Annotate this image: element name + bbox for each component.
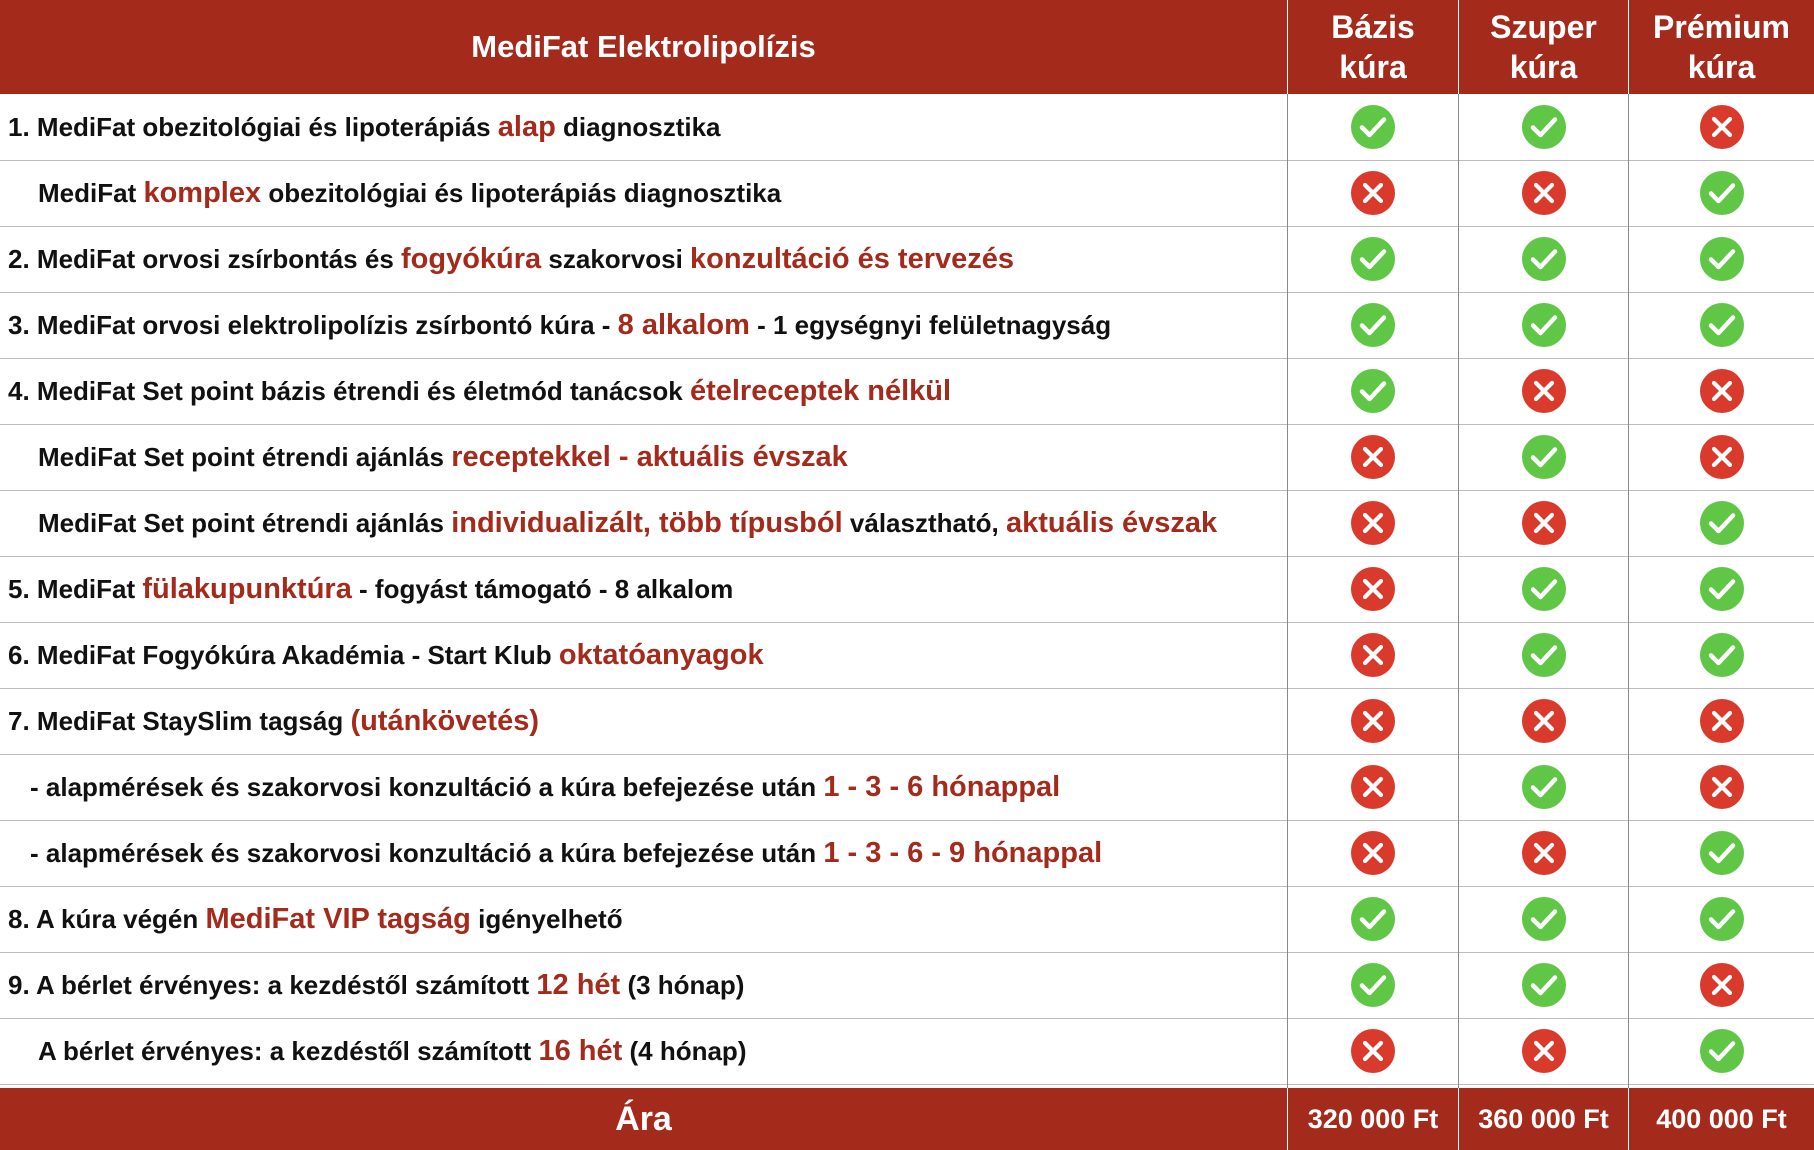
status-cell xyxy=(1459,358,1628,424)
status-cell xyxy=(1288,160,1458,226)
label-text: MediFat xyxy=(38,177,144,208)
row-label xyxy=(38,424,848,490)
label-text: választható, xyxy=(842,507,1006,538)
check-icon xyxy=(1699,170,1745,216)
highlighted-text: 1 - 3 - 6 hónappal xyxy=(823,770,1061,803)
check-icon xyxy=(1699,236,1745,282)
label-text: obezitológiai és lipoterápiás diagnosztika xyxy=(261,177,782,208)
header-divider xyxy=(1287,0,1288,94)
status-cell xyxy=(1629,490,1814,556)
label-text: 6. MediFat Fogyókúra Akadémia - Start Klub xyxy=(8,639,559,670)
check-icon xyxy=(1350,104,1396,150)
highlighted-text: alap xyxy=(497,110,556,143)
price-premium: 400 000 Ft xyxy=(1629,1088,1814,1150)
cross-icon xyxy=(1350,1028,1396,1074)
column-header-premium xyxy=(1629,0,1814,94)
row-label xyxy=(30,754,1060,820)
label-text: igényelhető xyxy=(470,903,623,934)
table-row xyxy=(0,160,1814,227)
status-cell xyxy=(1288,952,1458,1018)
cross-icon xyxy=(1350,170,1396,216)
cross-icon xyxy=(1350,830,1396,876)
check-icon xyxy=(1521,302,1567,348)
check-icon xyxy=(1699,896,1745,942)
status-cell xyxy=(1629,556,1814,622)
cross-icon xyxy=(1699,368,1745,414)
status-cell xyxy=(1629,886,1814,952)
status-cell xyxy=(1629,1018,1814,1084)
check-icon xyxy=(1350,236,1396,282)
status-cell xyxy=(1629,424,1814,490)
check-icon xyxy=(1521,566,1567,612)
label-text: 8. A kúra végén xyxy=(8,903,206,934)
column-header-line1: Bázis xyxy=(1331,9,1415,45)
table-row xyxy=(0,358,1814,425)
table-row xyxy=(0,952,1814,1019)
status-cell xyxy=(1459,754,1628,820)
status-cell xyxy=(1629,226,1814,292)
status-cell xyxy=(1288,754,1458,820)
footer-divider xyxy=(1287,1088,1288,1150)
highlighted-text: 1 - 3 - 6 - 9 hónappal xyxy=(823,836,1103,869)
status-cell xyxy=(1459,952,1628,1018)
label-text: 3. MediFat orvosi elektrolipolízis zsírbontó kúra - xyxy=(8,309,618,340)
label-text: - fogyást támogató - 8 alkalom xyxy=(351,573,734,604)
status-cell xyxy=(1288,490,1458,556)
highlighted-text: fülakupunktúra xyxy=(142,572,352,605)
highlighted-text: konzultáció és tervezés xyxy=(690,242,1015,275)
highlighted-text: oktatóanyagok xyxy=(558,638,764,671)
check-icon xyxy=(1699,632,1745,678)
status-cell xyxy=(1629,688,1814,754)
table-row xyxy=(0,94,1814,161)
check-icon xyxy=(1699,566,1745,612)
check-icon xyxy=(1521,764,1567,810)
column-header-szuper xyxy=(1459,0,1628,94)
status-cell xyxy=(1288,94,1458,160)
highlighted-text: MediFat VIP tagság xyxy=(205,902,471,935)
column-header-line1: Szuper xyxy=(1490,9,1597,45)
cross-icon xyxy=(1699,434,1745,480)
cross-icon xyxy=(1699,962,1745,1008)
cross-icon xyxy=(1350,500,1396,546)
cross-icon xyxy=(1350,434,1396,480)
status-cell xyxy=(1459,160,1628,226)
status-cell xyxy=(1288,622,1458,688)
check-icon xyxy=(1521,632,1567,678)
cross-icon xyxy=(1699,764,1745,810)
status-cell xyxy=(1459,556,1628,622)
table-row xyxy=(0,424,1814,491)
status-cell xyxy=(1459,94,1628,160)
highlighted-text: receptekkel - aktuális évszak xyxy=(451,440,848,473)
highlighted-text: individualizált, több típusból xyxy=(451,506,843,539)
column-header-bazis xyxy=(1288,0,1458,94)
label-text: 4. MediFat Set point bázis étrendi és életmód tanácsok xyxy=(8,375,690,406)
check-icon xyxy=(1699,1028,1745,1074)
label-text: MediFat Set point étrendi ajánlás xyxy=(38,507,452,538)
label-text: MediFat Set point étrendi ajánlás xyxy=(38,441,452,472)
highlighted-text: 16 hét xyxy=(538,1034,623,1067)
row-label xyxy=(38,1018,746,1084)
column-divider xyxy=(1287,94,1288,1088)
label-text: - alapmérések és szakorvosi konzultáció a kúra befejezése után xyxy=(30,837,824,868)
status-cell xyxy=(1288,424,1458,490)
status-cell xyxy=(1459,1018,1628,1084)
column-divider xyxy=(1628,94,1629,1088)
column-header-line2: kúra xyxy=(1687,49,1756,85)
row-label xyxy=(8,226,1014,292)
cross-icon xyxy=(1521,368,1567,414)
table-row xyxy=(0,688,1814,755)
row-label xyxy=(8,556,733,622)
cross-icon xyxy=(1521,500,1567,546)
status-cell xyxy=(1459,226,1628,292)
column-divider xyxy=(1458,94,1459,1088)
label-text: 7. MediFat StaySlim tagság xyxy=(8,705,351,736)
cross-icon xyxy=(1521,830,1567,876)
check-icon xyxy=(1350,896,1396,942)
cross-icon xyxy=(1521,1028,1567,1074)
cross-icon xyxy=(1699,104,1745,150)
column-header-line1: Prémium xyxy=(1653,9,1790,45)
label-text: A bérlet érvényes: a kezdéstől számított xyxy=(38,1035,539,1066)
status-cell xyxy=(1629,160,1814,226)
footer-divider xyxy=(1628,1088,1629,1150)
header-divider xyxy=(1458,0,1459,94)
check-icon xyxy=(1699,830,1745,876)
label-text: (4 hónap) xyxy=(622,1035,747,1066)
status-cell xyxy=(1288,886,1458,952)
check-icon xyxy=(1350,302,1396,348)
highlighted-text: komplex xyxy=(143,176,262,209)
row-label xyxy=(8,622,764,688)
highlighted-text: fogyókúra xyxy=(401,242,542,275)
cross-icon xyxy=(1350,566,1396,612)
status-cell xyxy=(1288,226,1458,292)
cross-icon xyxy=(1521,698,1567,744)
check-icon xyxy=(1521,434,1567,480)
label-text: szakorvosi xyxy=(541,243,691,274)
table-row xyxy=(0,622,1814,689)
table-row xyxy=(0,1018,1814,1085)
status-cell xyxy=(1629,952,1814,1018)
table-row xyxy=(0,490,1814,557)
row-label xyxy=(8,886,623,952)
label-text: 9. A bérlet érvényes: a kezdéstől számított xyxy=(8,969,537,1000)
row-label xyxy=(8,94,721,160)
cross-icon xyxy=(1350,632,1396,678)
status-cell xyxy=(1629,754,1814,820)
label-text: - alapmérések és szakorvosi konzultáció a kúra befejezése után xyxy=(30,771,824,802)
check-icon xyxy=(1699,500,1745,546)
status-cell xyxy=(1629,622,1814,688)
status-cell xyxy=(1459,688,1628,754)
row-label xyxy=(30,820,1102,886)
check-icon xyxy=(1350,368,1396,414)
check-icon xyxy=(1521,104,1567,150)
cross-icon xyxy=(1699,698,1745,744)
price-szuper: 360 000 Ft xyxy=(1459,1088,1628,1150)
label-text: diagnosztika xyxy=(555,111,721,142)
label-text: 2. MediFat orvosi zsírbontás és xyxy=(8,243,401,274)
price-bazis: 320 000 Ft xyxy=(1288,1088,1458,1150)
cross-icon xyxy=(1521,170,1567,216)
label-text: 5. MediFat xyxy=(8,573,143,604)
status-cell xyxy=(1459,490,1628,556)
status-cell xyxy=(1629,94,1814,160)
status-cell xyxy=(1288,358,1458,424)
status-cell xyxy=(1629,820,1814,886)
label-text: 1. MediFat obezitológiai és lipoterápiás xyxy=(8,111,498,142)
row-label xyxy=(38,490,1217,556)
table-row xyxy=(0,886,1814,953)
status-cell xyxy=(1459,424,1628,490)
status-cell xyxy=(1459,886,1628,952)
check-icon xyxy=(1521,236,1567,282)
row-label xyxy=(38,160,781,226)
table-row xyxy=(0,556,1814,623)
column-header-line2: kúra xyxy=(1339,49,1407,85)
label-text: - 1 egységnyi felületnagyság xyxy=(749,309,1112,340)
highlighted-text: 12 hét xyxy=(536,968,621,1001)
status-cell xyxy=(1288,688,1458,754)
status-cell xyxy=(1288,820,1458,886)
check-icon xyxy=(1699,302,1745,348)
cross-icon xyxy=(1350,698,1396,744)
column-header-line2: kúra xyxy=(1509,49,1578,85)
footer-divider xyxy=(1458,1088,1459,1150)
table-row xyxy=(0,820,1814,887)
check-icon xyxy=(1521,896,1567,942)
header-divider xyxy=(1628,0,1629,94)
status-cell xyxy=(1288,556,1458,622)
highlighted-text: ételreceptek nélkül xyxy=(689,374,952,407)
price-label: Ára xyxy=(0,1088,1287,1150)
table-row xyxy=(0,226,1814,293)
status-cell xyxy=(1459,292,1628,358)
row-label xyxy=(8,688,539,754)
check-icon xyxy=(1350,962,1396,1008)
highlighted-text: 8 alkalom xyxy=(617,308,750,341)
status-cell xyxy=(1629,292,1814,358)
table-row xyxy=(0,292,1814,359)
status-cell xyxy=(1288,292,1458,358)
status-cell xyxy=(1459,820,1628,886)
status-cell xyxy=(1629,358,1814,424)
cross-icon xyxy=(1350,764,1396,810)
table-row xyxy=(0,754,1814,821)
status-cell xyxy=(1459,622,1628,688)
table-title: MediFat Elektrolipolízis xyxy=(0,0,1287,94)
status-cell xyxy=(1288,1018,1458,1084)
row-label xyxy=(8,292,1111,358)
row-label xyxy=(8,952,744,1018)
check-icon xyxy=(1521,962,1567,1008)
row-label xyxy=(8,358,951,424)
highlighted-text: aktuális évszak xyxy=(1005,506,1218,539)
highlighted-text: (utánkövetés) xyxy=(350,704,539,737)
label-text: (3 hónap) xyxy=(620,969,745,1000)
